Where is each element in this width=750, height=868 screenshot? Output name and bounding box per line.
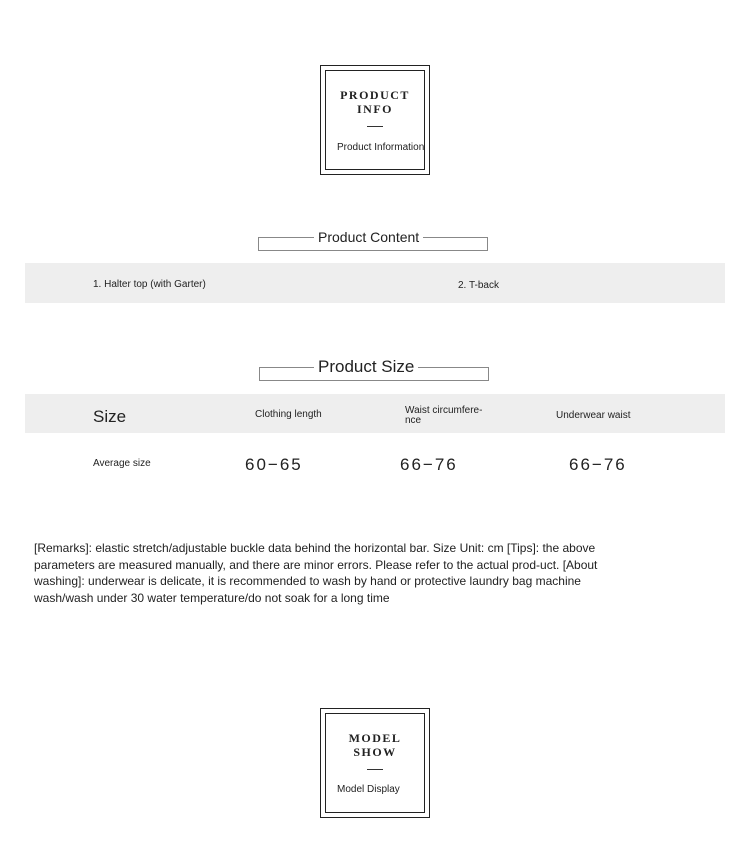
size-row-waist: 66−76 <box>400 455 458 474</box>
size-header-clothing-length: Clothing length <box>255 409 322 420</box>
model-show-title-line1: MODEL <box>348 731 402 745</box>
product-info-frame <box>320 65 430 175</box>
product-info-inner-frame <box>325 70 425 170</box>
size-row-label: Average size <box>93 458 151 469</box>
product-info-title-line2: INFO <box>357 102 393 116</box>
size-row-underwear-waist: 66−76 <box>569 455 627 474</box>
product-size-heading: Product Size <box>314 357 418 377</box>
model-show-frame <box>320 708 430 818</box>
content-item-2: 2. T-back <box>458 280 499 291</box>
size-row-clothing-length: 60−65 <box>245 455 303 474</box>
model-show-divider <box>367 769 383 770</box>
model-show-inner-frame <box>325 713 425 813</box>
content-item-1: 1. Halter top (with Garter) <box>93 279 206 290</box>
size-header-waist-line1: Waist circumfere- <box>405 405 483 416</box>
model-show-title-line2: SHOW <box>353 745 397 759</box>
product-info-subtitle: Product Information <box>337 142 425 153</box>
size-header-underwear-waist: Underwear waist <box>556 410 631 421</box>
remarks-text: [Remarks]: elastic stretch/adjustable buckle data behind the horizontal bar. Size Unit: cm [Tips]: the above parameters are measured manually, and there are minor errors. Please refer to the actual prod-uct. [About washing]: underwear is delicate, it is recommended to wash by hand or protective laundry bag machine wash/wash under 30 water temperature/do not soak for a long time <box>34 541 598 605</box>
product-content-heading: Product Content <box>314 229 423 245</box>
size-header-label: Size <box>93 407 127 426</box>
product-info-title-line1: PRODUCT <box>340 88 410 102</box>
product-info-divider <box>367 126 383 127</box>
size-header-waist-line2: nce <box>405 415 422 426</box>
model-show-subtitle: Model Display <box>337 784 400 795</box>
